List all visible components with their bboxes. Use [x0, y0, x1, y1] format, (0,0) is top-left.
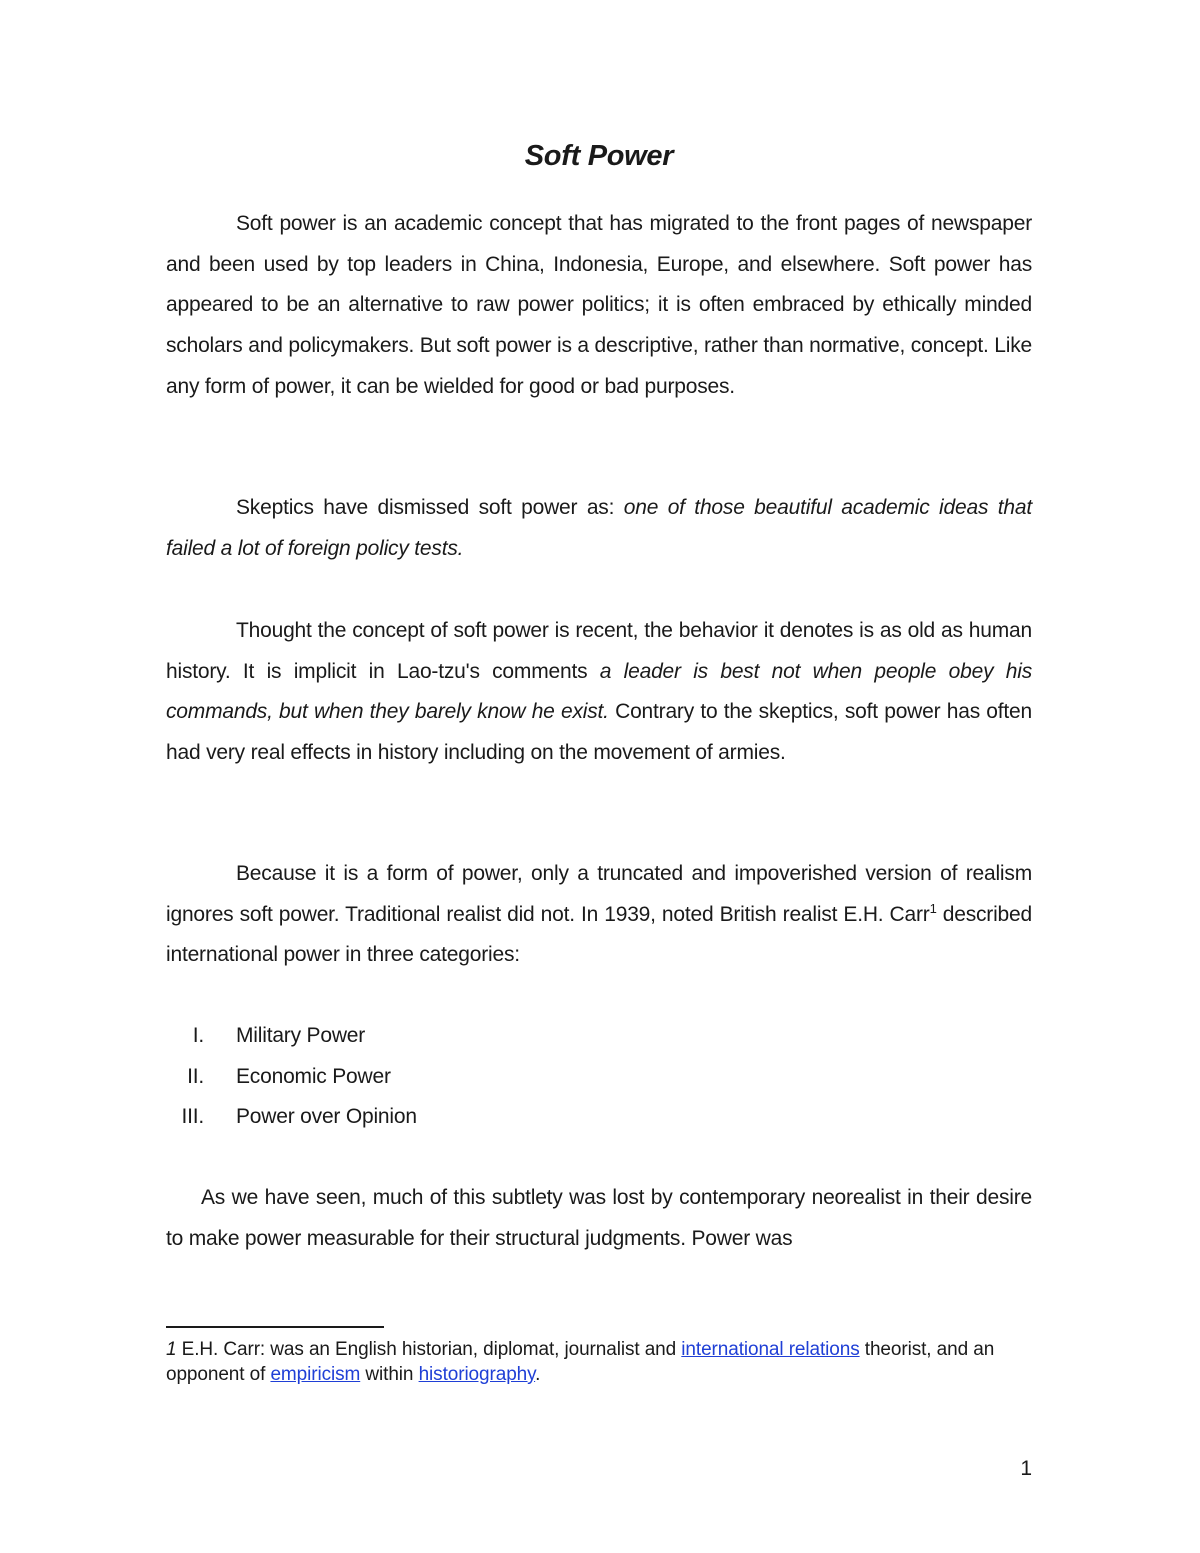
- list-item: [166, 1097, 1032, 1138]
- list-item: [166, 1016, 1032, 1057]
- paragraph-laotzu: [166, 611, 1032, 774]
- paragraph-realism-tail: described international power in three categories:: [166, 902, 1032, 967]
- footnote-separator: [166, 1326, 384, 1328]
- list-item-text: Military Power: [236, 1024, 366, 1047]
- laotzu-quote: a leader is best not when people obey his commands, but when they barely know he exist.: [166, 659, 1033, 724]
- page-number: 1: [1020, 1457, 1032, 1480]
- footnote-text: within: [360, 1364, 419, 1385]
- empiricism-link[interactable]: empiricism: [270, 1364, 361, 1385]
- paragraph-neorealist: As we have seen, much of this subtlety was lost by contemporary neorealist in their desire to make power measurable for their structural judgments. Power was: [166, 1186, 1032, 1250]
- list-item-text: Economic Power: [236, 1064, 391, 1088]
- footnote: [166, 1337, 1032, 1387]
- paragraph-intro: Soft power is an academic concept that has migrated to the front pages of newspaper and been used by top leaders in China, Indonesia, Europe, and elsewhere. Soft power has appeared to be an alternative to raw power politics; it is often embraced by ethically minded scholars and policymakers. But soft power is a descriptive, rather than normative, concept. Like any form of power, it can be wielded for good or bad purposes.: [166, 212, 1032, 398]
- international-relations-link[interactable]: international relations: [681, 1339, 860, 1360]
- list-item-text: Power over Opinion: [236, 1105, 417, 1129]
- footnote-text: theorist, and an opponent of: [166, 1339, 995, 1385]
- footnote-text: E.H. Carr: was an English historian, diplomat, journalist and: [176, 1339, 682, 1360]
- power-categories-list: [166, 1016, 1032, 1138]
- paragraph-skeptics: [166, 488, 1032, 569]
- paragraph-realism-lead: Because it is a form of power, only a truncated and impoverished version of realism ignores soft power. Traditional realist did not. In 1939, noted British realist E.H. Carr: [166, 862, 1032, 926]
- paragraph-realism: [166, 854, 1032, 976]
- footnote-reference[interactable]: 1: [929, 900, 937, 916]
- paragraph-laotzu-tail: Contrary to the skeptics, soft power has often had very real effects in history including on the movement of armies.: [166, 700, 1033, 765]
- list-item: [166, 1057, 1032, 1098]
- paragraph-skeptics-lead: Skeptics have dismissed soft power as:: [236, 496, 624, 519]
- list-item-number: III.: [181, 1105, 204, 1129]
- skeptics-quote: one of those beautiful academic ideas that failed a lot of foreign policy tests.: [166, 496, 1032, 560]
- list-item-number: II.: [187, 1064, 204, 1088]
- paragraph-laotzu-lead: Thought the concept of soft power is recent, the behavior it denotes is as old as human history. It is implicit in Lao-tzu's comments: [166, 619, 1032, 683]
- footnote-text: .: [535, 1364, 541, 1385]
- historiography-link[interactable]: historiography: [418, 1364, 536, 1385]
- list-item-number: I.: [192, 1024, 204, 1047]
- document-title: Soft Power: [524, 140, 674, 172]
- footnote-mark: 1: [166, 1339, 177, 1360]
